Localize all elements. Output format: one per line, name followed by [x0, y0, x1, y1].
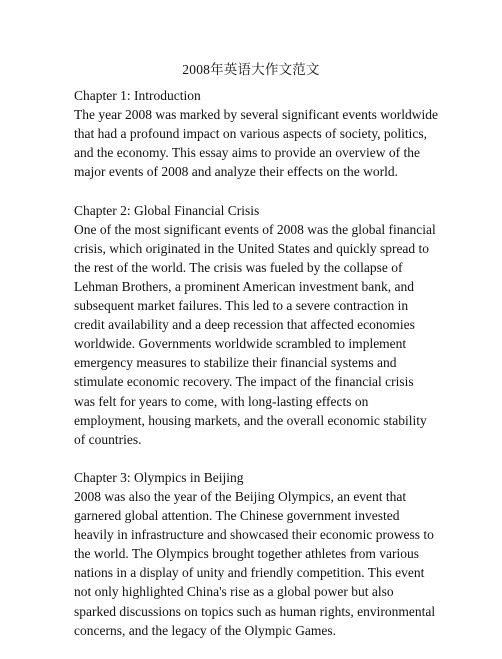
document-body	[74, 86, 439, 659]
text-line: not only highlighted China's rise as a global power but also	[74, 584, 394, 600]
text-line: credit availability and a deep recession that affected economies	[74, 317, 415, 333]
chapter-2-paragraph	[74, 220, 434, 449]
text-line: concerns, and the legacy of the Olympic Games.	[74, 622, 337, 638]
text-line: 2008 was also the year of the Beijing Olympics, an event that	[74, 488, 407, 504]
text-line: the world. The Olympics brought together athletes from various	[74, 546, 420, 562]
chapter-1-paragraph	[74, 105, 439, 181]
document-title: 2008年英语大作文范文	[182, 62, 320, 77]
chapter-3-heading: Chapter 3: Olympics in Beijing	[74, 469, 244, 485]
text-line: crisis, which originated in the United States and quickly spread to	[74, 240, 430, 256]
text-line: nations in a display of unity and friendly competition. This event	[74, 565, 425, 581]
chapter-1-heading: Chapter 1: Introduction	[74, 88, 201, 103]
text-line: and the economy. This essay aims to provide an overview of the	[74, 145, 421, 161]
text-line: employment, housing markets, and the overall economic stability	[74, 412, 427, 428]
text-line: emergency measures to stabilize their financial systems and	[74, 355, 397, 371]
text-line: garnered global attention. The Chinese government invested	[74, 508, 400, 524]
text-line: heavily in infrastructure and showcased their economic prowess to	[74, 527, 434, 543]
text-line: stimulate economic recovery. The impact of the financial crisis	[74, 374, 414, 390]
chapter-3-section	[74, 468, 434, 640]
text-line: that had a profound impact on various aspects of society, politics,	[74, 126, 428, 142]
text-line: was felt for years to come, with long-lasting effects on	[74, 393, 369, 409]
chapter-2-section	[74, 201, 434, 449]
text-line: of countries.	[74, 431, 142, 447]
chapter-3-paragraph	[74, 487, 434, 640]
text-line: Lehman Brothers, a prominent American investment bank, and	[74, 278, 415, 294]
text-line: the rest of the world. The crisis was fueled by the collapse of	[74, 259, 403, 275]
text-line: major events of 2008 and analyze their effects on the world.	[74, 164, 399, 180]
chapter-2-heading: Chapter 2: Global Financial Crisis	[74, 202, 260, 218]
text-line: The year 2008 was marked by several significant events worldwide	[74, 107, 439, 123]
text-line: worldwide. Governments worldwide scrambled to implement	[74, 336, 407, 352]
text-line: subsequent market failures. This led to a severe contraction in	[74, 298, 409, 314]
chapter-1-section	[74, 86, 439, 181]
text-line: One of the most significant events of 2008 was the global financial	[74, 221, 436, 237]
text-line: sparked discussions on topics such as human rights, environmental	[74, 603, 436, 619]
